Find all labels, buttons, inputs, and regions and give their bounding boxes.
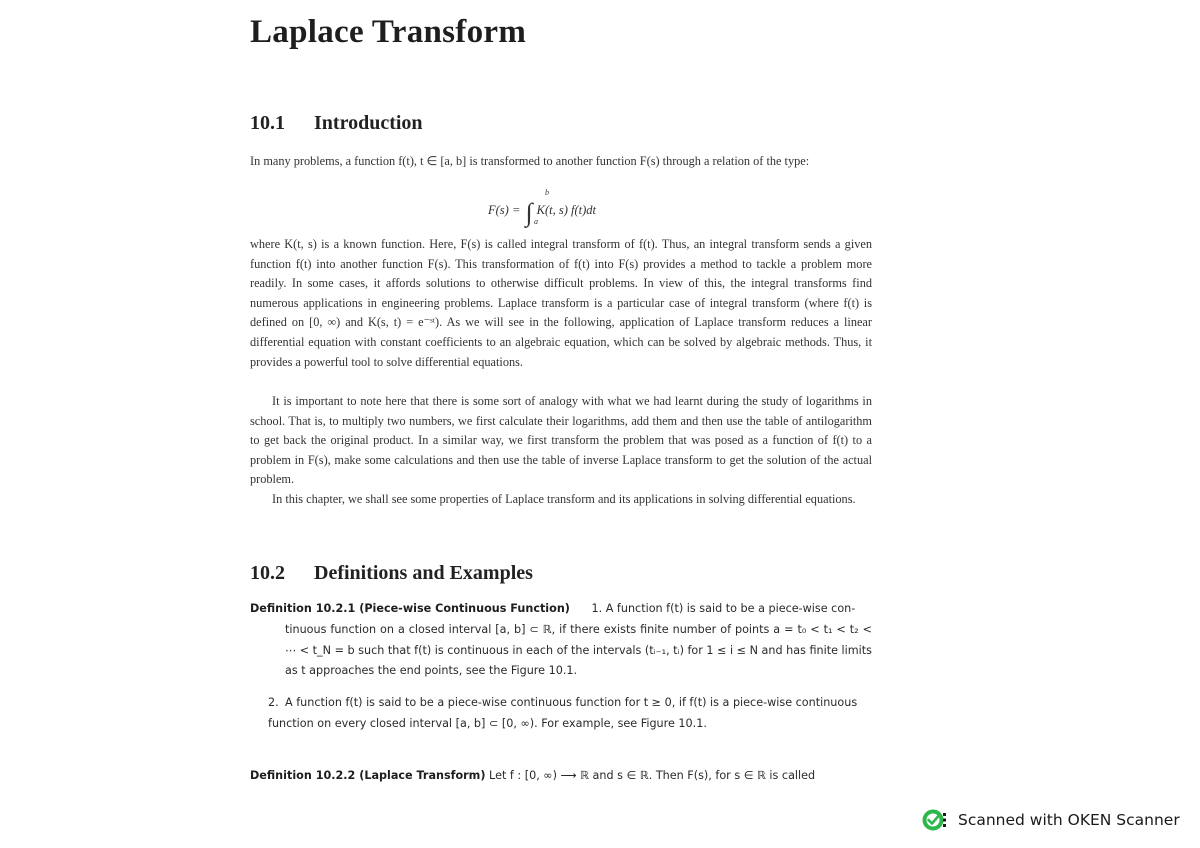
section-number: 10.2 (250, 562, 285, 584)
intro-paragraph-3: It is important to note here that there is some sort of analogy with what we had learnt during the study of logarithms in school. That is, to multiply two numbers, we first calculate their logarithms, add them and then use the table of antilogarithm to get back the original product. In a similar way, we first transform the problem that was posed as a function of f(t) to a problem in F(s), make some calculations and then use the table of inverse Laplace transform to get the solution of the actual problem. (250, 394, 872, 487)
oken-scanner-logo-icon (922, 809, 950, 831)
integral-lower-limit: a (534, 217, 538, 226)
intro-paragraph-2: where K(t, s) is a known function. Here, F(s) is called integral transform of f(t). Thus, an integral transform sends a given function f(t) into another function F(s). This transformation of f(t) into F(s) provides a method to tackle a problem more readily. In some cases, it affords solutions to otherwise difficult problems. In view of this, the integral transforms find numerous applications in engineering problems. Laplace transform is a particular case of integral transform (where f(t) is defined on [0, ∞) and K(s, t) = e⁻ˢᵗ). As we will see in the following, application of Laplace transform reduces a linear differential equation with constant coefficients to an algebraic equation, which can be solved by algebraic methods. Thus, it provides a powerful tool to solve differential equations. (250, 237, 872, 369)
definition-item-1-start: A function f(t) is said to be a piece-wise con- (605, 602, 856, 615)
section-heading-introduction (250, 112, 423, 135)
definition-item-2 (268, 693, 872, 734)
definition-item-2-text: A function f(t) is said to be a piece-wise continuous function for t ≥ 0, if f(t) is a piece-wise continuous function on every closed interval [a, b] ⊂ [0, ∞). For example, see Figure 10.1. (268, 696, 858, 730)
section-title: Introduction (314, 112, 423, 134)
definition-text: Let f : [0, ∞) ⟶ ℝ and s ∈ ℝ. Then F(s), for s ∈ ℝ is called (489, 769, 816, 782)
intro-paragraph-1: In many problems, a function f(t), t ∈ [a, b] is transformed to another function F(s) through a relation of the type: (250, 154, 810, 168)
scanner-watermark (922, 808, 1180, 832)
definition-10-2-1-line (250, 599, 872, 620)
section-heading-definitions (250, 562, 533, 585)
chapter-title: Laplace Transform (250, 14, 527, 50)
integral-transform-equation (488, 188, 597, 228)
definition-item-1-text: tinuous function on a closed interval [a, b] ⊂ ℝ, if there exists finite number of points a = t₀ < t₁ < t₂ < ⋯ < t_N = b such that f(t) is continuous in each of the intervals (tᵢ₋₁, tᵢ) for 1 ≤ i ≤ N and has finite limits as t approaches the end points, see the Figure 10.1. (285, 623, 872, 677)
definition-label: Definition 10.2.2 (Laplace Transform) (250, 769, 486, 782)
equation-rhs: K(t, s) f(t)dt (536, 203, 597, 217)
integral-upper-limit: b (545, 188, 549, 197)
definition-label: Definition 10.2.1 (Piece-wise Continuous Function) (250, 602, 570, 615)
section-title: Definitions and Examples (314, 562, 533, 584)
section-number: 10.1 (250, 112, 285, 134)
list-item-number: 2. (268, 696, 279, 709)
equation-lhs: F(s) = (488, 203, 524, 217)
intro-paragraph-4: In this chapter, we shall see some properties of Laplace transform and its applications in solving differential equations. (272, 492, 856, 506)
scanner-watermark-text: Scanned with OKEN Scanner (958, 811, 1180, 829)
definition-10-2-2-line (250, 766, 872, 787)
integral-sign-icon: ∫ (525, 198, 533, 227)
list-item-number: 1. (591, 602, 603, 615)
